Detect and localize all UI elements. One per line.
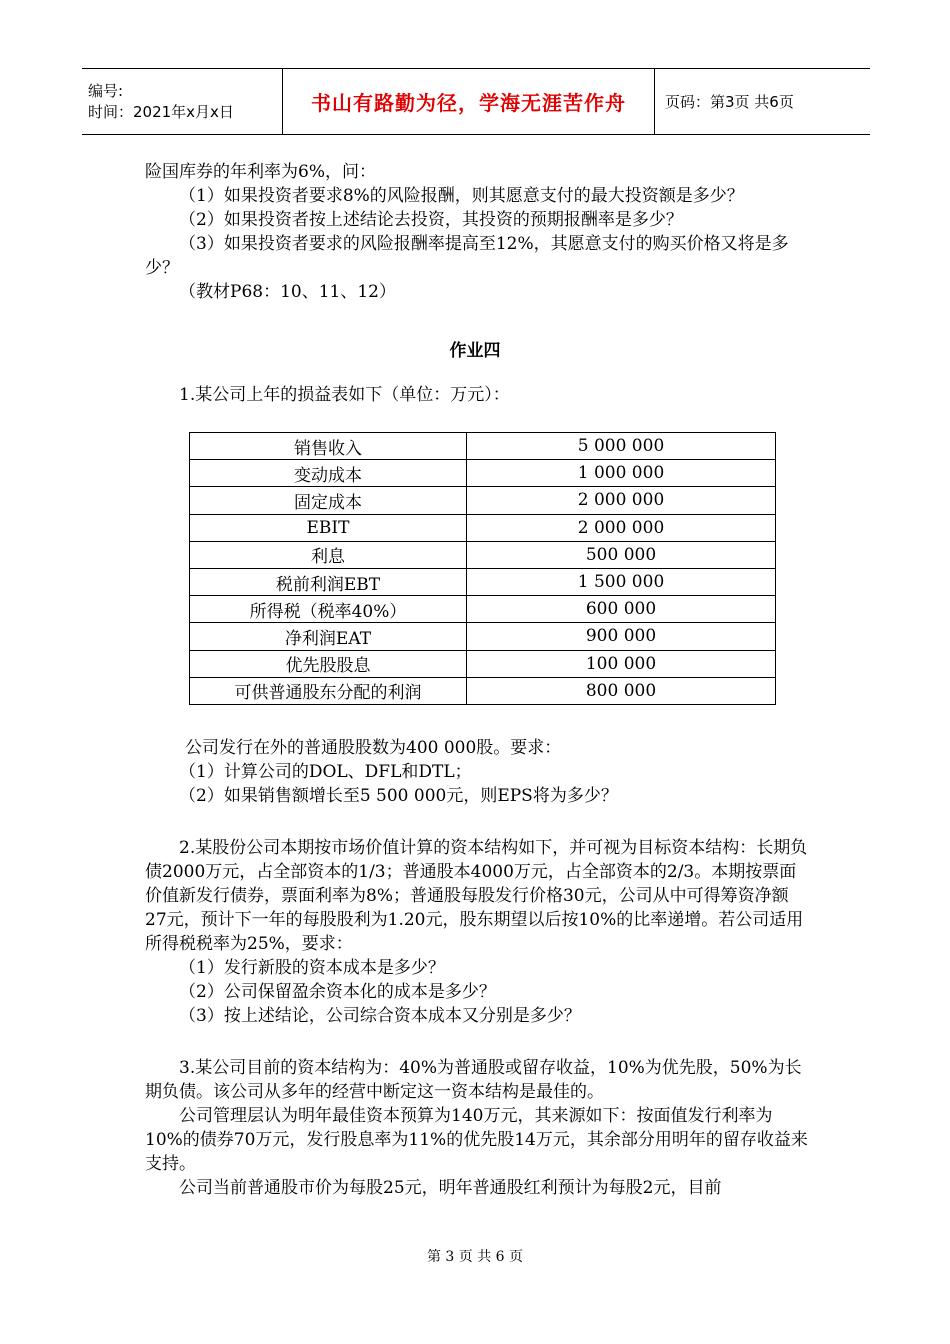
intro-reference: （教材P68：10、11、12） bbox=[179, 282, 396, 302]
table-row bbox=[190, 650, 776, 677]
intro-question-1: （1）如果投资者要求8%的风险报酬，则其愿意支付的最大投资额是多少？ bbox=[179, 186, 744, 206]
table-row-label: EBIT bbox=[190, 514, 467, 541]
income-statement-table bbox=[189, 432, 776, 705]
table-row-label: 固定成本 bbox=[190, 487, 467, 514]
q2-block bbox=[145, 836, 810, 1028]
table-row-value: 5 000 000 bbox=[467, 433, 776, 460]
table-row-value: 800 000 bbox=[467, 677, 776, 704]
table-row-label: 所得税（税率40%） bbox=[190, 596, 467, 623]
table-row-label: 销售收入 bbox=[190, 433, 467, 460]
section-title: 作业四 bbox=[449, 341, 501, 361]
time-label: 时间：2021年x月x日 bbox=[88, 102, 234, 121]
intro-line: 险国库券的年利率为6%，问： bbox=[145, 162, 376, 182]
table-row-label: 优先股股息 bbox=[190, 650, 467, 677]
q2-text: 2.某股份公司本期按市场价值计算的资本结构如下，并可视为目标资本结构：长期负债2000万元，占全部资本的1/3；普通股本4000万元，占全部资本的2/3。本期按票面价值新发行债券，票面利率为8%；普通股每股发行价格30元，公司从中可得筹资净额27元，预计下一年的每股股利为1.20元，股东期望以后按10%的比率递增。若公司适用所得税税率为25%，要求： bbox=[145, 838, 808, 954]
table-row-value: 100 000 bbox=[467, 650, 776, 677]
q3-paragraph-3: 公司当前普通股市价为每股25元，明年普通股红利预计为每股2元，目前 bbox=[179, 1178, 722, 1198]
table-row-value: 900 000 bbox=[467, 623, 776, 650]
q3-paragraph-2: 公司管理层认为明年最佳资本预算为140万元，其来源如下：按面值发行利率为10%的债券70万元，发行股息率为11%的优先股14万元，其余部分用明年的留存收益来支持。 bbox=[145, 1106, 808, 1174]
intro-question-3: （3）如果投资者要求的风险报酬率提高至12%，其愿意支付的购买价格又将是多少？ bbox=[145, 234, 789, 278]
table-row-value: 2 000 000 bbox=[467, 487, 776, 514]
q1-intro bbox=[145, 383, 810, 407]
table-row bbox=[190, 568, 776, 595]
table-row-value: 500 000 bbox=[467, 541, 776, 568]
motto-text: 书山有路勤为径，学海无涯苦作舟 bbox=[311, 91, 626, 115]
table-row-label: 税前利润EBT bbox=[190, 568, 467, 595]
q1-intro-text: 1.某公司上年的损益表如下（单位：万元）： bbox=[179, 385, 510, 405]
table-row bbox=[190, 596, 776, 623]
table-row bbox=[190, 514, 776, 541]
table-row bbox=[190, 487, 776, 514]
intro-question-2: （2）如果投资者按上述结论去投资，其投资的预期报酬率是多少？ bbox=[179, 210, 683, 230]
q1-after-text: 公司发行在外的普通股股数为400 000股。要求： bbox=[185, 738, 562, 758]
header-left bbox=[82, 69, 282, 134]
table-row-label: 可供普通股东分配的利润 bbox=[190, 677, 467, 704]
q1-requirements bbox=[145, 736, 810, 808]
table-row bbox=[190, 460, 776, 487]
page-header bbox=[82, 68, 870, 135]
table-row-label: 净利润EAT bbox=[190, 623, 467, 650]
table-row-value: 1 000 000 bbox=[467, 460, 776, 487]
table-row bbox=[190, 677, 776, 704]
table-row-value: 1 500 000 bbox=[467, 568, 776, 595]
page-footer: 第 3 页 共 6 页 bbox=[426, 1249, 524, 1265]
table-row bbox=[190, 541, 776, 568]
q3-paragraph-1: 3.某公司目前的资本结构为：40%为普通股或留存收益，10%为优先股，50%为长期负债。该公司从多年的经营中断定这一资本结构是最佳的。 bbox=[145, 1058, 802, 1102]
q2-requirement-2: （2）公司保留盈余资本化的成本是多少？ bbox=[179, 982, 496, 1002]
q2-requirement-1: （1）发行新股的资本成本是多少？ bbox=[179, 958, 445, 978]
intro-block bbox=[145, 160, 810, 304]
q1-requirement-1: （1）计算公司的DOL、DFL和DTL； bbox=[179, 762, 472, 782]
header-motto bbox=[282, 69, 655, 134]
header-page-code: 页码：第3页 共6页 bbox=[665, 93, 794, 111]
table-row-value: 600 000 bbox=[467, 596, 776, 623]
q1-requirement-2: （2）如果销售额增长至5 500 000元，则EPS将为多少？ bbox=[179, 786, 618, 806]
table-row-value: 2 000 000 bbox=[467, 514, 776, 541]
table-row-label: 变动成本 bbox=[190, 460, 467, 487]
table-row-label: 利息 bbox=[190, 541, 467, 568]
number-label: 编号: bbox=[88, 81, 124, 100]
table-row bbox=[190, 433, 776, 460]
q3-block bbox=[145, 1056, 810, 1200]
q2-requirement-3: （3）按上述结论，公司综合资本成本又分别是多少？ bbox=[179, 1006, 581, 1026]
table-row bbox=[190, 623, 776, 650]
